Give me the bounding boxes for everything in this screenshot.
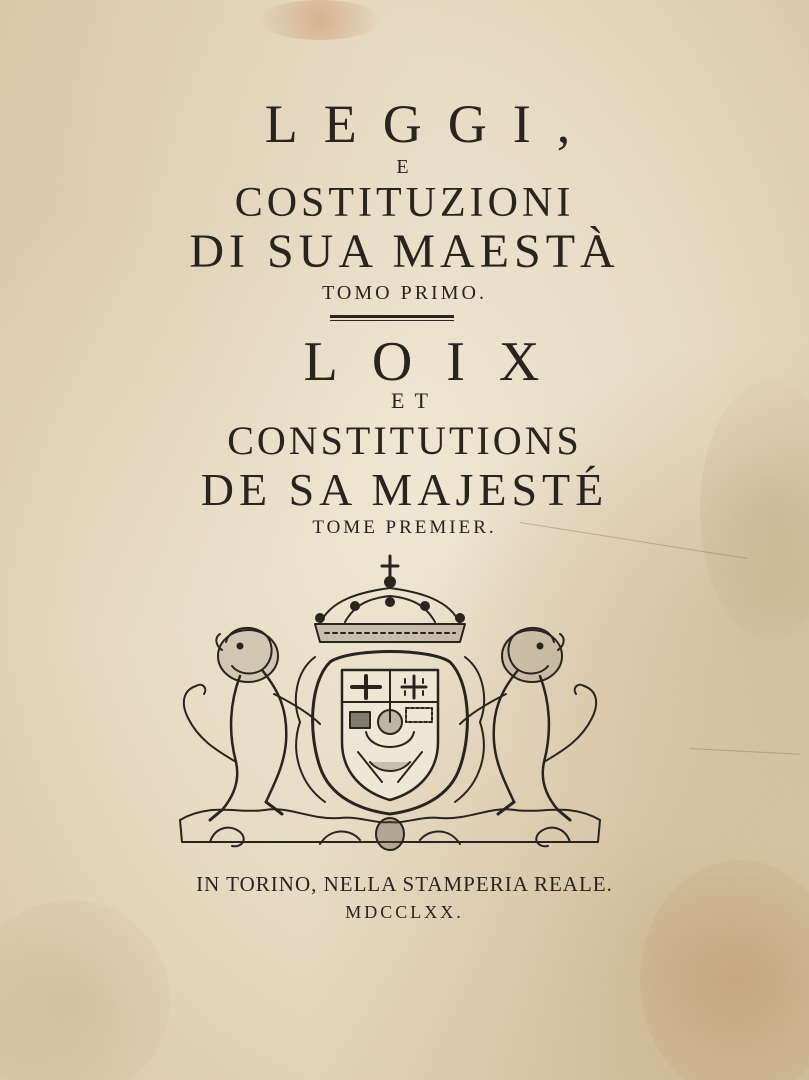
shield-icon bbox=[342, 670, 438, 800]
italian-volume: TOMO PRIMO. bbox=[322, 282, 487, 304]
publication-date: MDCCLXX. bbox=[345, 902, 464, 922]
foxing-stain bbox=[0, 900, 170, 1080]
french-title-line-1: CONSTITUTIONS bbox=[227, 418, 582, 463]
paper-crease bbox=[690, 748, 800, 755]
french-conjunction: ET bbox=[391, 388, 438, 413]
crown-icon bbox=[315, 556, 465, 642]
royal-coat-of-arms-icon bbox=[170, 552, 610, 862]
imprint-line: IN TORINO, NELLA STAMPERIA REALE. bbox=[196, 872, 613, 896]
title-divider-rule bbox=[330, 315, 454, 321]
italian-title-line-2: DI SUA MAESTÀ bbox=[189, 225, 620, 278]
french-title-line-2: DE SA MAJESTÉ bbox=[200, 464, 609, 515]
italian-title-line-1: COSTITUZIONI bbox=[234, 180, 575, 226]
foxing-stain bbox=[260, 0, 380, 40]
french-volume: TOME PREMIER. bbox=[312, 517, 497, 538]
french-heading: LOIX bbox=[303, 331, 574, 393]
italian-heading: LEGGI, bbox=[264, 94, 597, 154]
italian-conjunction: E bbox=[396, 156, 413, 178]
